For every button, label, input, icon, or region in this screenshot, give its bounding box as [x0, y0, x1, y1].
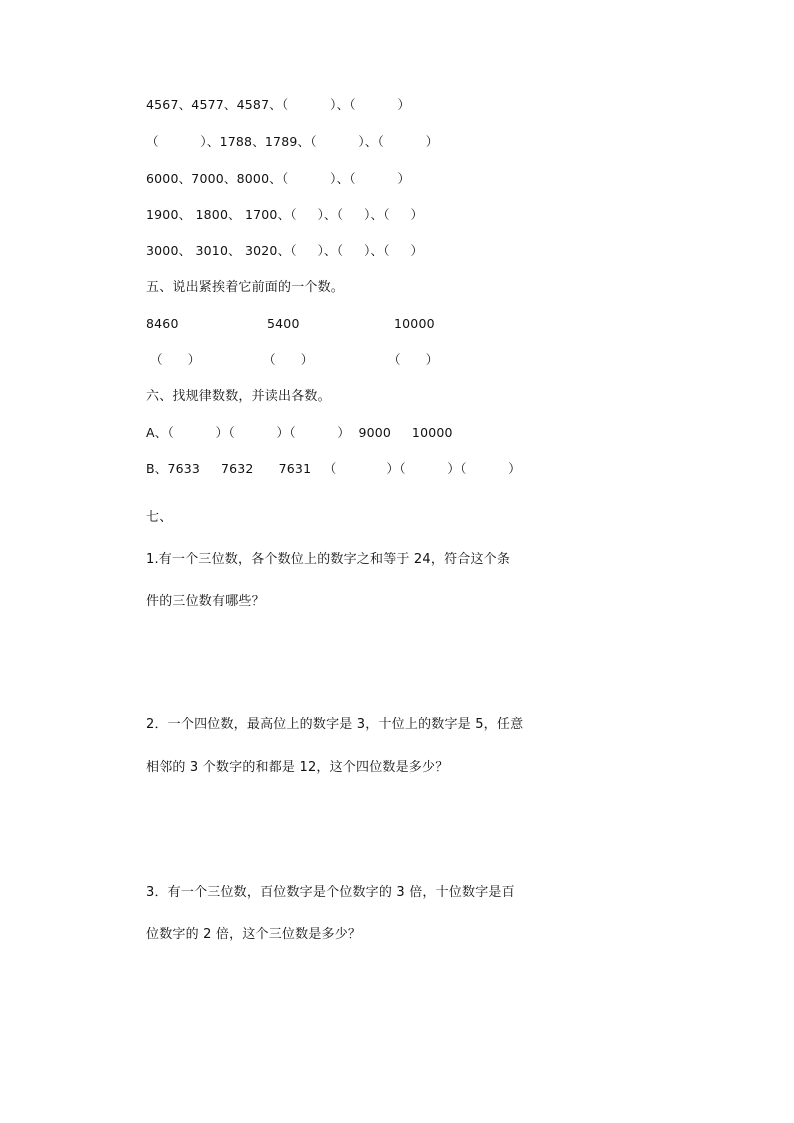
pattern-row-a: A、（ ）（ ）（ ） 9000 10000 [146, 425, 453, 440]
number-10000: 10000 [394, 316, 435, 331]
answer-blank-3: （ ） [388, 352, 439, 367]
sequence-row-2: （ ）、1788、1789、（ ）、（ ） [146, 134, 439, 149]
sequence-row-1: 4567、4577、4587、（ ）、（ ） [146, 97, 411, 112]
question-2-line-2: 相邻的 3 个数字的和都是 12，这个四位数是多少？ [146, 760, 449, 775]
sequence-row-4: 1900、 1800、 1700、（ ）、（ ）、（ ） [146, 207, 424, 222]
question-2-line-1: 2．一个四位数，最高位上的数字是 3，十位上的数字是 5，任意 [146, 717, 524, 732]
section-6-title: 六、找规律数数，并读出各数。 [146, 389, 331, 404]
question-3-line-1: 3．有一个三位数，百位数字是个位数字的 3 倍，十位数字是百 [146, 885, 515, 900]
question-1-line-1: 1.有一个三位数，各个数位上的数字之和等于 24，符合这个条 [146, 552, 511, 567]
number-5400: 5400 [267, 316, 300, 331]
section-5-title: 五、说出紧挨着它前面的一个数。 [146, 280, 345, 295]
question-1-line-2: 件的三位数有哪些？ [146, 594, 265, 609]
question-3-line-2: 位数字的 2 倍，这个三位数是多少？ [146, 927, 362, 942]
answer-blank-1: （ ） [150, 352, 201, 367]
answer-blank-2: （ ） [263, 352, 314, 367]
sequence-row-3: 6000、7000、8000、（ ）、（ ） [146, 171, 411, 186]
section-7-title: 七、 [146, 510, 173, 525]
number-8460: 8460 [146, 316, 179, 331]
sequence-row-5: 3000、 3010、 3020、（ ）、（ ）、（ ） [146, 243, 424, 258]
pattern-row-b: B、7633 7632 7631 （ ）（ ）（ ） [146, 461, 521, 476]
